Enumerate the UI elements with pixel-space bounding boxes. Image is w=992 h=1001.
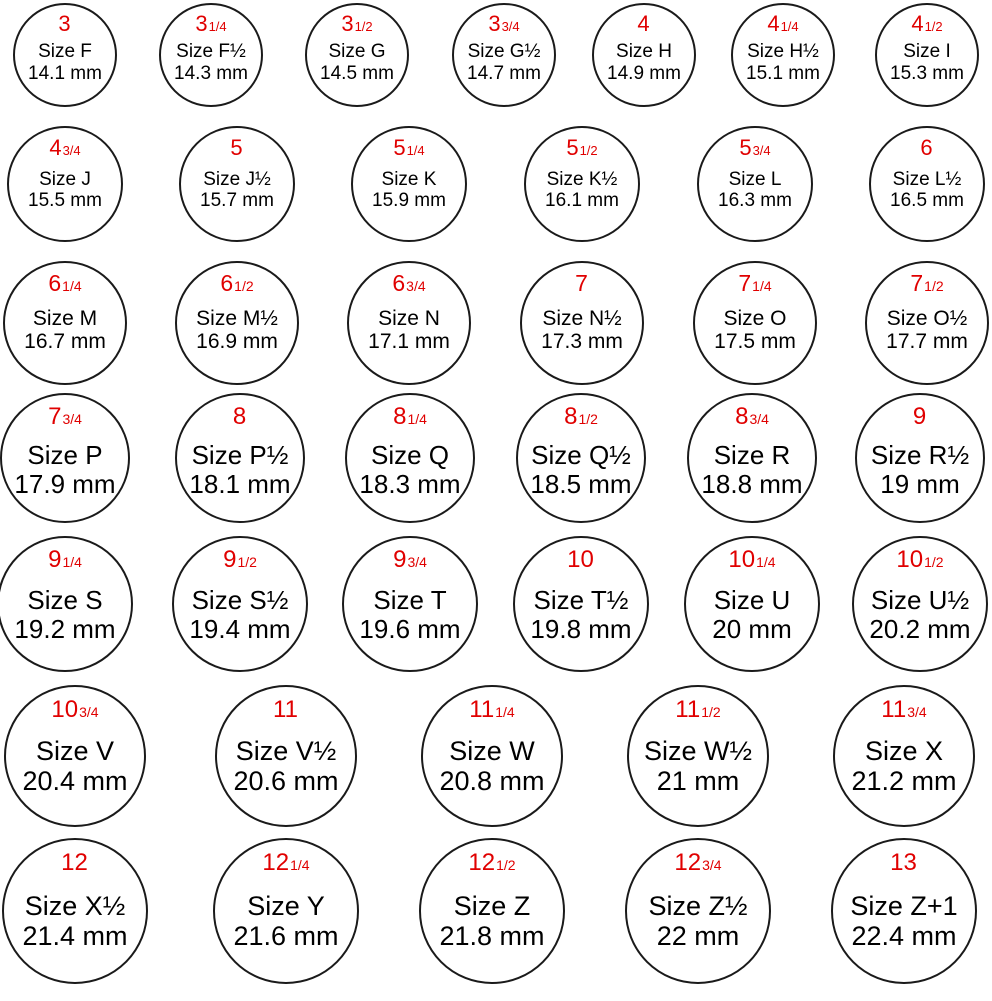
ring-size-circle xyxy=(13,3,117,107)
us-size-fraction: 1/2 xyxy=(354,18,373,34)
us-size-whole: 7 xyxy=(738,270,752,297)
uk-size-label: Size X xyxy=(864,736,944,767)
us-size-label xyxy=(835,695,973,723)
us-size-label xyxy=(215,848,357,876)
us-size-whole: 5 xyxy=(230,134,243,160)
us-size-label xyxy=(629,695,767,723)
us-size-fraction: 1/4 xyxy=(290,856,310,873)
uk-size-label: Size T xyxy=(373,584,447,615)
uk-size-label: Size S½ xyxy=(191,584,289,615)
us-size-whole: 10 xyxy=(728,546,756,574)
diameter-label: 20.8 mm xyxy=(439,766,545,797)
us-size-label xyxy=(5,272,125,295)
uk-size-label: Size J xyxy=(39,168,91,190)
us-size-whole: 9 xyxy=(912,402,927,430)
us-size-label xyxy=(423,695,561,723)
us-size-fraction: 3/4 xyxy=(406,278,426,295)
us-size-fraction: 1/4 xyxy=(495,703,515,720)
us-size-fraction: 3/4 xyxy=(407,554,427,571)
us-size-label xyxy=(522,272,642,295)
uk-size-label: Size V½ xyxy=(235,736,337,767)
us-size-label xyxy=(421,848,563,876)
diameter-label: 15.3 mm xyxy=(890,62,964,84)
diameter-label: 16.3 mm xyxy=(718,190,792,212)
us-size-fraction: 1/4 xyxy=(756,554,776,571)
diameter-label: 15.5 mm xyxy=(28,190,102,212)
us-size-whole: 7 xyxy=(575,270,588,297)
ring-size-circle xyxy=(833,685,975,827)
us-size-fraction: 1/4 xyxy=(208,18,227,34)
diameter-label: 21 mm xyxy=(656,766,740,797)
us-size-label xyxy=(854,548,986,572)
us-size-fraction: 1/2 xyxy=(496,856,516,873)
uk-size-label: Size X½ xyxy=(24,890,126,921)
us-size-fraction: 1/4 xyxy=(780,18,799,34)
diameter-label: 14.5 mm xyxy=(320,62,394,84)
us-size-whole: 8 xyxy=(564,402,578,430)
us-size-label xyxy=(867,272,987,295)
us-size-label xyxy=(177,272,297,295)
us-size-fraction: 3/4 xyxy=(752,142,771,158)
ring-size-circle xyxy=(875,3,979,107)
ring-size-circle xyxy=(342,536,478,672)
us-size-label xyxy=(454,10,554,36)
uk-size-label: Size K½ xyxy=(546,168,618,190)
us-size-whole: 10 xyxy=(567,546,594,574)
ring-size-circle xyxy=(513,536,649,672)
us-size-whole: 6 xyxy=(48,270,62,297)
us-size-label xyxy=(689,402,815,430)
ring-size-circle xyxy=(4,685,146,827)
us-size-whole: 5 xyxy=(393,134,406,160)
diameter-label: 14.3 mm xyxy=(174,62,248,84)
diameter-label: 16.9 mm xyxy=(196,330,278,354)
diameter-label: 18.1 mm xyxy=(189,468,291,499)
us-size-label xyxy=(353,134,465,160)
uk-size-label: Size Q xyxy=(370,439,450,470)
us-size-whole: 12 xyxy=(61,848,88,876)
us-size-fraction: 3/4 xyxy=(62,142,81,158)
us-size-fraction: 1/2 xyxy=(701,703,721,720)
us-size-whole: 4 xyxy=(637,10,650,36)
us-size-fraction: 3/4 xyxy=(62,410,82,427)
ring-size-circle xyxy=(520,261,644,385)
diameter-label: 14.7 mm xyxy=(467,62,541,84)
uk-size-label: Size L½ xyxy=(892,168,962,190)
us-size-fraction: 3/4 xyxy=(79,703,99,720)
us-size-whole: 8 xyxy=(232,402,247,430)
us-size-fraction: 1/2 xyxy=(924,278,944,295)
uk-size-label: Size K xyxy=(381,168,437,190)
uk-size-label: Size I xyxy=(903,41,951,63)
uk-size-label: Size L xyxy=(728,168,782,190)
us-size-whole: 6 xyxy=(220,270,234,297)
us-size-whole: 8 xyxy=(393,402,407,430)
ring-size-circle xyxy=(516,393,646,523)
us-size-fraction: 1/4 xyxy=(62,278,82,295)
uk-size-label: Size P½ xyxy=(191,439,289,470)
uk-size-label: Size W½ xyxy=(643,736,753,767)
diameter-label: 17.9 mm xyxy=(14,468,116,499)
us-size-label xyxy=(526,134,638,160)
us-size-label xyxy=(515,548,647,572)
us-size-label xyxy=(15,10,115,36)
us-size-whole: 11 xyxy=(469,695,495,723)
diameter-label: 19.6 mm xyxy=(359,614,461,645)
uk-size-label: Size J½ xyxy=(203,168,271,190)
us-size-fraction: 1/4 xyxy=(406,142,425,158)
ring-size-circle xyxy=(215,685,357,827)
us-size-whole: 6 xyxy=(920,134,933,160)
diameter-label: 17.3 mm xyxy=(541,330,623,354)
ring-size-circle xyxy=(419,838,565,984)
ring-size-circle xyxy=(693,261,817,385)
us-size-fraction: 3/4 xyxy=(501,18,520,34)
us-size-whole: 12 xyxy=(262,848,290,876)
ring-size-circle xyxy=(175,393,305,523)
us-size-label xyxy=(871,134,983,160)
uk-size-label: Size H½ xyxy=(747,41,819,63)
uk-size-label: Size Z½ xyxy=(648,890,748,921)
uk-size-label: Size U½ xyxy=(870,584,970,615)
diameter-label: 14.9 mm xyxy=(607,62,681,84)
diameter-label: 18.5 mm xyxy=(530,468,632,499)
ring-size-circle xyxy=(865,261,989,385)
diameter-label: 15.1 mm xyxy=(746,62,820,84)
ring-size-circle xyxy=(592,3,696,107)
uk-size-label: Size F½ xyxy=(176,41,246,63)
us-size-label xyxy=(2,402,128,430)
diameter-label: 19.4 mm xyxy=(189,614,291,645)
uk-size-label: Size G xyxy=(328,41,386,63)
us-size-fraction: 1/4 xyxy=(407,410,427,427)
us-size-whole: 5 xyxy=(739,134,752,160)
uk-size-label: Size V xyxy=(35,736,115,767)
ring-size-circle xyxy=(625,838,771,984)
ring-size-circle xyxy=(684,536,820,672)
us-size-fraction: 3/4 xyxy=(702,856,722,873)
us-size-label xyxy=(349,272,469,295)
us-size-label xyxy=(307,10,407,36)
ring-size-circle xyxy=(627,685,769,827)
ring-size-circle xyxy=(0,536,133,672)
uk-size-label: Size Z xyxy=(453,890,531,921)
uk-size-label: Size O½ xyxy=(886,306,968,330)
uk-size-label: Size M½ xyxy=(196,306,278,330)
uk-size-label: Size F xyxy=(38,41,92,63)
uk-size-label: Size N½ xyxy=(542,306,622,330)
us-size-whole: 9 xyxy=(48,546,62,574)
ring-size-circle xyxy=(869,126,985,242)
ring-size-circle xyxy=(855,393,985,523)
us-size-whole: 3 xyxy=(58,10,71,36)
us-size-label xyxy=(161,10,261,36)
diameter-label: 15.7 mm xyxy=(200,190,274,212)
diameter-label: 22 mm xyxy=(656,920,740,951)
uk-size-label: Size G½ xyxy=(467,41,541,63)
ring-size-circle xyxy=(2,838,148,984)
us-size-whole: 8 xyxy=(735,402,749,430)
us-size-label xyxy=(877,10,977,36)
us-size-label xyxy=(181,134,293,160)
diameter-label: 15.9 mm xyxy=(372,190,446,212)
uk-size-label: Size Y xyxy=(247,890,325,921)
diameter-label: 20.2 mm xyxy=(869,614,971,645)
us-size-whole: 11 xyxy=(881,695,907,723)
uk-size-label: Size R½ xyxy=(870,439,970,470)
diameter-label: 18.3 mm xyxy=(359,468,461,499)
us-size-whole: 5 xyxy=(566,134,579,160)
us-size-whole: 9 xyxy=(393,546,407,574)
ring-size-circle xyxy=(175,261,299,385)
diameter-label: 16.1 mm xyxy=(545,190,619,212)
ring-size-circle xyxy=(213,838,359,984)
uk-size-label: Size M xyxy=(32,306,98,330)
diameter-label: 17.1 mm xyxy=(368,330,450,354)
diameter-label: 21.2 mm xyxy=(851,766,957,797)
diameter-label: 20 mm xyxy=(712,614,792,645)
us-size-fraction: 3/4 xyxy=(907,703,927,720)
ring-size-circle xyxy=(159,3,263,107)
us-size-fraction: 1/2 xyxy=(234,278,254,295)
ring-size-circle xyxy=(351,126,467,242)
diameter-label: 19 mm xyxy=(880,468,960,499)
uk-size-label: Size N xyxy=(378,306,440,330)
us-size-label xyxy=(4,848,146,876)
us-size-whole: 3 xyxy=(488,10,501,36)
diameter-label: 20.6 mm xyxy=(233,766,339,797)
ring-size-circle xyxy=(179,126,295,242)
us-size-label xyxy=(9,134,121,160)
ring-size-circle xyxy=(697,126,813,242)
uk-size-label: Size Z+1 xyxy=(850,890,958,921)
ring-size-circle xyxy=(347,261,471,385)
ring-size-circle xyxy=(305,3,409,107)
uk-size-label: Size T½ xyxy=(533,584,629,615)
diameter-label: 16.5 mm xyxy=(890,190,964,212)
diameter-label: 18.8 mm xyxy=(701,468,803,499)
uk-size-label: Size R xyxy=(713,439,791,470)
us-size-label xyxy=(518,402,644,430)
us-size-label xyxy=(344,548,476,572)
diameter-label: 17.5 mm xyxy=(714,330,796,354)
us-size-label xyxy=(627,848,769,876)
ring-size-circle xyxy=(7,126,123,242)
diameter-label: 19.8 mm xyxy=(530,614,632,645)
us-size-whole: 13 xyxy=(890,848,917,876)
us-size-whole: 4 xyxy=(911,10,924,36)
us-size-whole: 10 xyxy=(51,695,79,723)
us-size-label xyxy=(699,134,811,160)
us-size-fraction: 1/2 xyxy=(237,554,257,571)
ring-size-circle xyxy=(524,126,640,242)
uk-size-label: Size S xyxy=(27,584,103,615)
us-size-label xyxy=(0,548,131,572)
us-size-whole: 11 xyxy=(675,695,701,723)
us-size-label xyxy=(174,548,306,572)
diameter-label: 20.4 mm xyxy=(22,766,128,797)
us-size-whole: 9 xyxy=(223,546,237,574)
diameter-label: 21.4 mm xyxy=(22,920,128,951)
us-size-label xyxy=(695,272,815,295)
us-size-whole: 7 xyxy=(48,402,62,430)
ring-size-circle xyxy=(831,838,977,984)
us-size-whole: 12 xyxy=(468,848,496,876)
us-size-fraction: 1/2 xyxy=(924,18,943,34)
us-size-fraction: 1/4 xyxy=(752,278,772,295)
diameter-label: 14.1 mm xyxy=(28,62,102,84)
us-size-fraction: 1/2 xyxy=(578,410,598,427)
ring-size-circle xyxy=(731,3,835,107)
us-size-whole: 6 xyxy=(392,270,406,297)
uk-size-label: Size H xyxy=(616,41,672,63)
us-size-whole: 12 xyxy=(674,848,702,876)
us-size-label xyxy=(347,402,473,430)
us-size-label xyxy=(594,10,694,36)
diameter-label: 19.2 mm xyxy=(14,614,116,645)
us-size-whole: 3 xyxy=(341,10,354,36)
us-size-label xyxy=(217,695,355,723)
us-size-whole: 10 xyxy=(896,546,924,574)
us-size-fraction: 3/4 xyxy=(749,410,769,427)
us-size-fraction: 1/4 xyxy=(62,554,82,571)
us-size-fraction: 1/2 xyxy=(924,554,944,571)
ring-size-circle xyxy=(345,393,475,523)
us-size-label xyxy=(733,10,833,36)
uk-size-label: Size W xyxy=(449,736,535,767)
us-size-whole: 3 xyxy=(195,10,208,36)
us-size-whole: 7 xyxy=(910,270,924,297)
us-size-whole: 11 xyxy=(273,695,298,723)
uk-size-label: Size O xyxy=(723,306,787,330)
diameter-label: 21.6 mm xyxy=(233,920,339,951)
diameter-label: 17.7 mm xyxy=(886,330,968,354)
diameter-label: 21.8 mm xyxy=(439,920,545,951)
uk-size-label: Size P xyxy=(27,439,103,470)
us-size-whole: 4 xyxy=(767,10,780,36)
uk-size-label: Size Q½ xyxy=(531,439,631,470)
uk-size-label: Size U xyxy=(713,584,791,615)
diameter-label: 22.4 mm xyxy=(851,920,957,951)
ring-size-circle xyxy=(0,393,130,523)
ring-size-circle xyxy=(172,536,308,672)
ring-size-circle xyxy=(421,685,563,827)
ring-size-circle xyxy=(3,261,127,385)
us-size-label xyxy=(6,695,144,723)
us-size-label xyxy=(686,548,818,572)
us-size-label xyxy=(177,402,303,430)
ring-size-circle xyxy=(687,393,817,523)
us-size-label xyxy=(857,402,983,430)
ring-size-circle xyxy=(852,536,988,672)
us-size-fraction: 1/2 xyxy=(579,142,598,158)
diameter-label: 16.7 mm xyxy=(24,330,106,354)
us-size-label xyxy=(833,848,975,876)
ring-size-circle xyxy=(452,3,556,107)
us-size-whole: 4 xyxy=(49,134,62,160)
